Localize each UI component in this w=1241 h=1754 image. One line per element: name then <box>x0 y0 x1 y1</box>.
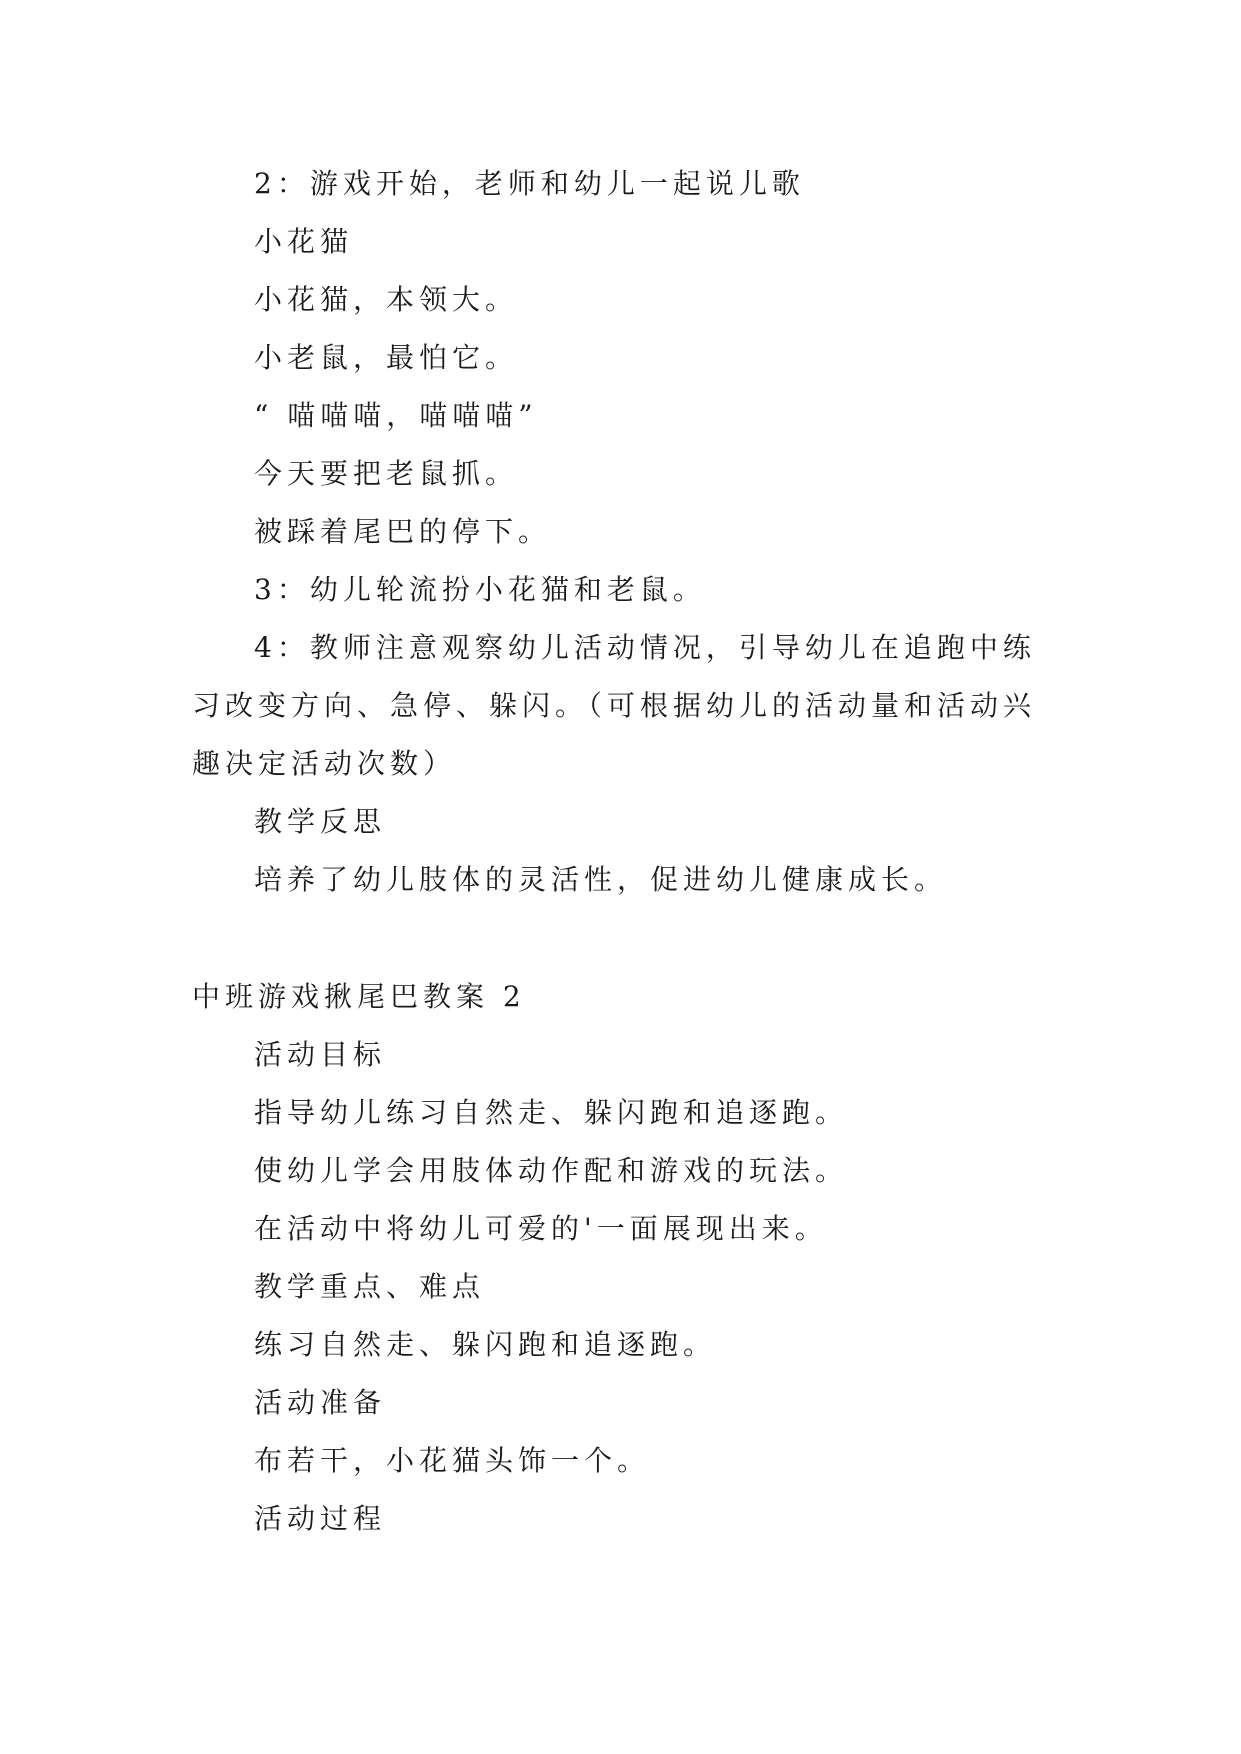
goal-line: 使幼儿学会用肢体动作配和游戏的玩法。 <box>254 1154 849 1187</box>
heading-preparation: 活动准备 <box>254 1386 387 1419</box>
step-4-line-2: 习改变方向、急停、躲闪。（可根据幼儿的活动量和活动兴 <box>192 689 1037 722</box>
heading-process: 活动过程 <box>254 1502 387 1535</box>
heading-activity-goals: 活动目标 <box>254 1038 387 1071</box>
goal-line: 在活动中将幼儿可爱的'一面展现出来。 <box>254 1212 828 1245</box>
key-points-text: 练习自然走、躲闪跑和追逐跑。 <box>254 1328 717 1361</box>
reflection-heading: 教学反思 <box>254 805 387 838</box>
rhyme-line: 被踩着尾巴的停下。 <box>254 515 552 548</box>
rhyme-title: 小花猫 <box>254 225 354 258</box>
heading-key-points: 教学重点、难点 <box>254 1270 486 1303</box>
step-4-line-3: 趣决定活动次数） <box>192 747 457 780</box>
step-3-line: 3：幼儿轮流扮小花猫和老鼠。 <box>254 573 706 606</box>
rhyme-line: 今天要把老鼠抓。 <box>254 457 519 490</box>
preparation-text: 布若干，小花猫头饰一个。 <box>254 1444 651 1477</box>
rhyme-line: 小老鼠，最怕它。 <box>254 341 519 374</box>
step-2-line: 2：游戏开始，老师和幼儿一起说儿歌 <box>254 167 805 200</box>
rhyme-line: “ 喵喵喵，喵喵喵” <box>254 399 538 432</box>
step-4-line-1: 4：教师注意观察幼儿活动情况，引导幼儿在追跑中练 <box>254 631 1036 664</box>
section-title: 中班游戏揪尾巴教案 2 <box>192 980 526 1013</box>
goal-line: 指导幼儿练习自然走、躲闪跑和追逐跑。 <box>254 1096 849 1129</box>
reflection-text: 培养了幼儿肢体的灵活性，促进幼儿健康成长。 <box>254 863 948 896</box>
rhyme-line: 小花猫，本领大。 <box>254 283 519 316</box>
